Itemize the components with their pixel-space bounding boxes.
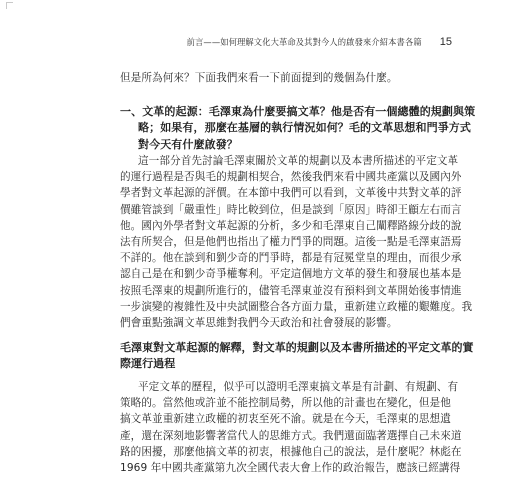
paragraph-two (120, 379, 462, 476)
paragraph-line: 法有所契合，但是他們也指出了權力鬥爭的問題。這後一點是毛澤東語焉 (120, 236, 462, 249)
paragraph-line: 按照毛澤東的規劃所進行的，儘管毛澤東並沒有預料到文革開始後事情進 (120, 284, 462, 297)
paragraph-one (120, 153, 473, 331)
paragraph-line: 這一部分首先討論毛澤東關於文革的規劃以及本書所描述的平定文革 (138, 155, 459, 167)
intro-text: 但是所為何來？下面我們來看一下前面提到的幾個為什麼。 (120, 72, 398, 84)
header-title: 前言——如何理解文化大革命及其對今人的啟發來介紹本書各篇 (186, 37, 422, 47)
subheading-line: 際運行過程 (120, 357, 176, 371)
section-heading-line: 對今天有什麼啟發？ (138, 137, 238, 151)
paragraph-line: 價雖管談到「嚴重性」時比較到位，但是談到「原因」時卻王顧左右而言 (120, 203, 462, 216)
paragraph-line: 一步演變的複雜性及中央試圖整合各方面力量，重新建立政權的艱難度。我 (120, 300, 473, 313)
intro-line (120, 70, 412, 86)
paragraph-line: 1969 年中國共產黨第九次全國代表大會上作的政治報告，應該已經講得 (120, 462, 461, 475)
paragraph-line: 不詳的。他在談到和劉少奇的鬥爭時，都是有冠冕堂皇的理由，而很少承 (120, 252, 462, 265)
subheading-line: 毛澤東對文革起源的解釋，對文革的規劃以及本書所描述的平定文革的實 (120, 341, 474, 354)
section-heading-line: 略；如果有，那麼在基層的執行情況如何？毛的文革思想和門爭方式 (138, 121, 471, 135)
paragraph-line: 搞文革並重新建立政權的初衷至死不渝。就是在今天，毛澤東的思想遺 (120, 413, 451, 426)
paragraph-line: 學者對文革起源的評價。在本節中我們可以看到，文革後中共對文革的評 (120, 187, 462, 200)
subheading (120, 340, 474, 373)
section-heading-line: 一、文革的起源：毛澤東為什麼要搞文革？他是否有一個總體的規劃與策 (120, 105, 476, 118)
paragraph-line: 平定文革的歷程，似乎可以證明毛澤東搞文革是有計劃、有規劃、有 (138, 381, 459, 393)
paragraph-line: 他。國內外學者對文革起源的分析，多少和毛澤東自己闡釋路線分歧的說 (120, 219, 462, 232)
section-heading (120, 104, 476, 153)
crop-mark (6, 2, 13, 9)
page-number: 15 (439, 36, 452, 48)
running-header (186, 34, 452, 50)
paragraph-line: 路的困擾，那麼他搞文革的初衷，根據他自己的說法，是什麼呢？林彪在 (120, 445, 462, 458)
paragraph-line: 策略的。當然他或許並不能控制局勢，所以他的計畫也在變化，但是他 (120, 397, 451, 410)
paragraph-line: 認自己是在和劉少奇爭權奪利。平定這個地方文革的發生和發展也基本是 (120, 268, 462, 281)
paragraph-line: 產，還在深刻地影響著當代人的思維方式。我們還面臨著選擇自己未來道 (120, 429, 462, 442)
paragraph-line: 的運行過程是否與毛的規劃相契合，然後我們來看中國共產黨以及國內外 (120, 171, 462, 184)
paragraph-line: 們會重點強調文革思維對我們今天政治和社會發展的影響。 (120, 317, 398, 330)
